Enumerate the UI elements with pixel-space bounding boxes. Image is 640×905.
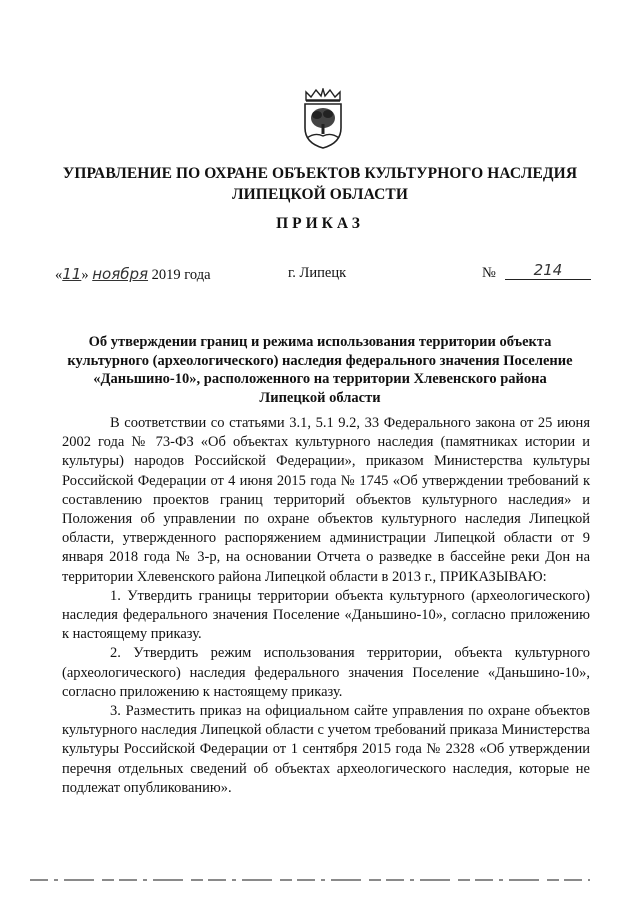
order-item-2: 2. Утвердить режим использования территории, объекта культурного (археологического) наследия федерального значения Поселение «Даньшино-10», согласно приложению к настоящему приказу. — [62, 645, 590, 700]
date-quote-open: « — [55, 267, 63, 283]
number-sign: № — [482, 265, 496, 281]
coat-of-arms-icon — [300, 88, 346, 150]
title-line-2: культурного (археологического) наследия федерального значения Поселение — [67, 352, 573, 369]
document-title — [60, 333, 580, 407]
document-body — [62, 414, 590, 798]
document-city: г. Липецк — [288, 265, 347, 281]
org-line-2: ЛИПЕЦКОЙ ОБЛАСТИ — [232, 186, 408, 203]
title-line-1: Об утверждении границ и режима использования территории объекта — [88, 334, 552, 350]
preamble-paragraph: В соответствии со статьями 3.1, 5.1 9.2, 33 Федерального закона от 25 июня 2002 года № 73-ФЗ «Об объектах культурного наследия (памятниках истории и культуры) народов Российской Федерации», приказом Министерства культуры Российской Федерации от 4 июня 2015 года № 1745 «Об утверждении требований к составлению проектов границ территорий объектов культурного наследия» и Положения об управлении по охране объектов культурного наследия Липецкой области, утвержденного распоряжением администрации Липецкой области от 9 января 2018 года № 3-р, на основании Отчета о разведке в бассейне реки Дон на территории Хлевенского района Липецкой области в 2013 г., ПРИКАЗЫВАЮ: — [62, 415, 590, 585]
date-quote-close: » — [81, 267, 89, 283]
document-meta — [0, 259, 640, 289]
date-year: 2019 года — [151, 267, 211, 283]
title-line-3: «Даньшино-10», расположенного на территории Хлевенского района — [93, 371, 547, 387]
order-item-1: 1. Утвердить границы территории объекта культурного (археологического) наследия федерального значения Поселение «Даньшино-10», согласно приложению к настоящему приказу. — [62, 587, 590, 643]
title-line-4: Липецкой области — [259, 389, 381, 406]
document-date — [55, 265, 211, 284]
scan-footer-artifact — [30, 876, 590, 884]
organization-name — [60, 163, 580, 205]
document-number: 214 — [505, 261, 591, 280]
date-day: 11 — [62, 265, 82, 283]
document-type: ПРИКАЗ — [276, 215, 364, 232]
org-line-1: УПРАВЛЕНИЕ ПО ОХРАНЕ ОБЪЕКТОВ КУЛЬТУРНОГО НАСЛЕДИЯ — [62, 165, 578, 182]
order-item-3: 3. Разместить приказ на официальном сайте управления по охране объектов культурного наследия Липецкой области с учетом требований приказа Министерства культуры Российской Федерации от 1 сентября 2015 года № 2328 «Об утверждении перечня отдельных сведений об объектах археологического наследия, которые не подлежат опубликованию». — [62, 703, 590, 796]
date-month: ноября — [92, 265, 149, 283]
